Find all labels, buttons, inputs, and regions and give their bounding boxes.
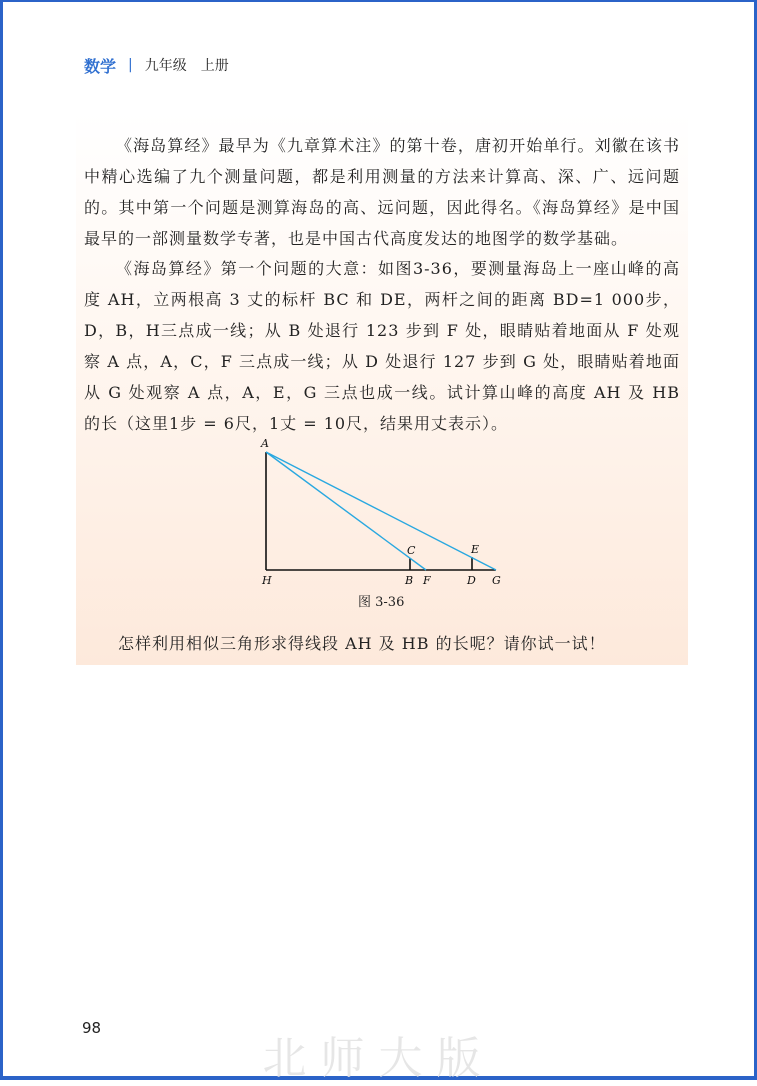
page-header xyxy=(84,54,229,76)
label-d: D xyxy=(467,574,476,587)
label-a: A xyxy=(261,437,269,450)
question-text: 怎样利用相似三角形求得线段 AH 及 HB 的长呢？请你试一试！ xyxy=(118,634,606,653)
figure-caption: 图 3-36 xyxy=(358,595,405,610)
sight-line-af xyxy=(266,452,426,570)
paragraph-problem: 《海岛算经》第一个问题的大意：如图3-36，要测量海岛上一座山峰的高度 AH，立两根高 3 丈的标杆 BC 和 DE，两杆之间的距离 BD=1 000步，D，B，H三点成一线；从 B 处退行 123 步到 F 处，眼睛贴着地面从 F 处观察 A 点，A，C，F 三点成一线；从 D 处退行 127 步到 G 处，眼睛贴着地面从 G 处观察 A 点，A，E，G 三点也成一线。试计算山峰的高度 AH 及 HB 的长（这里1步 = 6尺，1丈 = 10尺，结果用丈表示）。 xyxy=(84,259,680,433)
label-b: B xyxy=(405,574,414,587)
label-c: C xyxy=(407,544,416,557)
subject-label: 数学 xyxy=(84,56,117,76)
label-e: E xyxy=(471,543,480,556)
publisher-watermark: 北师大版 xyxy=(262,1033,495,1084)
label-h: H xyxy=(262,574,272,587)
page-number: 98 xyxy=(82,1019,102,1037)
grade-label: 九年级 上册 xyxy=(144,58,229,74)
header-separator: | xyxy=(128,57,133,73)
label-f: F xyxy=(423,574,431,587)
label-g: G xyxy=(492,574,501,587)
figure-3-36 xyxy=(256,434,516,616)
paragraph-intro: 《海岛算经》最早为《九章算术注》的第十卷，唐初开始单行。刘徽在该书中精心选编了九个测量问题，都是利用测量的方法来计算高、深、广、远问题的。其中第一个问题是测算海岛的高、远问题，因此得名。《海岛算经》是中国最早的一部测量数学专著，也是中国古代高度发达的地图学的数学基础。 xyxy=(84,136,680,248)
sight-line-ag xyxy=(266,452,496,570)
